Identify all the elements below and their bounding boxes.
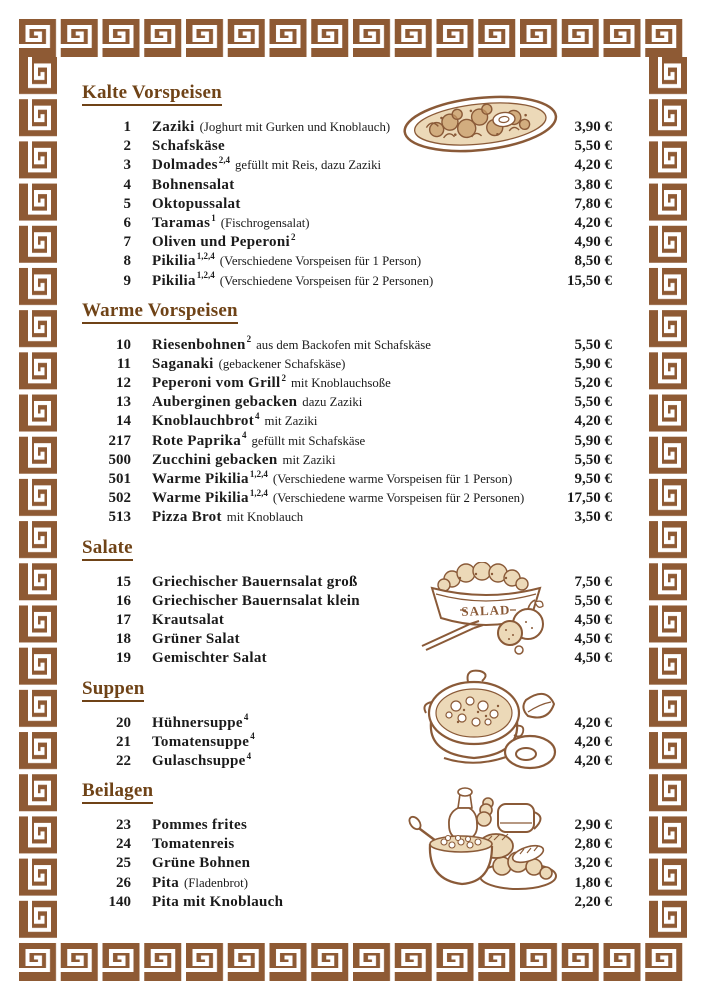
item-price: 7,50 € xyxy=(574,573,612,590)
item-footnote-marker: 1 xyxy=(211,212,216,223)
item-name: Griechischer Bauernsalat klein xyxy=(152,592,360,609)
item-name: Pommes frites xyxy=(152,817,248,834)
item-description: mit Knoblauchsoße xyxy=(290,376,391,391)
item-name: Pita (Fladenbrot) xyxy=(152,874,248,891)
item-price: 4,50 € xyxy=(574,631,612,648)
menu-item-row xyxy=(82,354,612,373)
item-price: 3,80 € xyxy=(574,176,612,193)
item-name: Dolmades$^{2,4}$ gefüllt mit Reis, dazu Zaziki xyxy=(152,155,382,174)
item-price: 17,50 € xyxy=(567,490,612,507)
item-price: 5,50 € xyxy=(574,592,612,609)
item-price: 5,20 € xyxy=(574,375,612,392)
item-footnote-marker: 1,2,4 xyxy=(196,270,215,281)
item-price: 4,50 € xyxy=(574,611,612,628)
menu-item-row xyxy=(82,335,612,354)
menu-item-row xyxy=(82,194,612,213)
menu-item-row xyxy=(82,507,612,526)
menu-item-row xyxy=(82,488,612,507)
item-description: (Verschiedene warme Vorspeisen für 2 Personen) xyxy=(272,491,525,506)
item-description: gefüllt mit Schafskäse xyxy=(251,433,366,448)
section-heading: Warme Vorspeisen xyxy=(82,300,238,324)
item-number: 13 xyxy=(116,394,131,411)
item-number: 501 xyxy=(108,471,131,487)
menu-item-row xyxy=(82,232,612,251)
item-description: (gebackener Schafskäse) xyxy=(218,356,346,371)
item-description: gefüllt mit Reis, dazu Zaziki xyxy=(234,158,382,173)
item-description: aus dem Backofen mit Schafskäse xyxy=(256,337,431,352)
item-price: 4,20 € xyxy=(574,214,612,231)
appetizer-platter-illustration xyxy=(396,84,564,158)
item-price: 8,50 € xyxy=(574,253,612,270)
item-number: 16 xyxy=(116,592,131,609)
menu-item-row xyxy=(82,469,612,488)
item-footnote-marker: 1,2,4 xyxy=(196,250,215,261)
item-price: 4,20 € xyxy=(574,413,612,430)
item-description: mit Knoblauch xyxy=(226,510,304,525)
item-number: 7 xyxy=(123,234,131,251)
section-heading: Kalte Vorspeisen xyxy=(82,82,222,106)
item-footnote-marker: 2 xyxy=(281,372,286,383)
item-footnote-marker: 4 xyxy=(243,712,249,723)
item-description: (Fladenbrot) xyxy=(184,875,248,890)
item-price: 2,20 € xyxy=(574,893,612,910)
item-price: 4,20 € xyxy=(574,733,612,750)
item-name: Schafskäse xyxy=(152,138,226,155)
item-name: Warme Pikilia$^{1,2,4}$ (Verschiedene warme Vorspeisen für 1 Person) xyxy=(152,468,513,487)
item-number: 11 xyxy=(116,355,131,372)
item-name: Pita mit Knoblauch xyxy=(152,893,284,910)
item-number: 24 xyxy=(116,836,131,853)
item-description: (Fischrogensalat) xyxy=(220,215,310,230)
menu-item-row xyxy=(82,450,612,469)
item-footnote-marker: 2 xyxy=(246,334,252,345)
item-number: 500 xyxy=(108,451,131,468)
item-description: (Verschiedene Vorspeisen für 1 Person) xyxy=(219,254,422,269)
item-number: 26 xyxy=(116,874,131,891)
item-number: 217 xyxy=(108,432,131,449)
item-name: Grüne Bohnen xyxy=(152,855,251,872)
item-price: 7,80 € xyxy=(574,195,612,212)
item-price: 15,50 € xyxy=(567,272,612,289)
menu-item-row xyxy=(82,271,612,290)
item-footnote-marker: 1,2,4 xyxy=(249,468,268,479)
item-description: mit Zaziki xyxy=(282,452,336,467)
item-number: 502 xyxy=(108,490,131,507)
item-number: 140 xyxy=(108,893,131,910)
item-name: Zaziki (Joghurt mit Gurken und Knoblauch) xyxy=(152,119,391,135)
menu-item-row xyxy=(82,213,612,232)
item-number: 4 xyxy=(123,176,131,193)
item-name: Pikilia$^{1,2,4}$ (Verschiedene Vorspeisen für 1 Person) xyxy=(152,250,422,270)
item-footnote-marker: 4 xyxy=(255,411,260,422)
item-number: 23 xyxy=(116,817,131,834)
menu-item-row xyxy=(82,392,612,411)
item-number: 15 xyxy=(116,573,131,590)
item-footnote-marker: 4 xyxy=(242,430,247,441)
item-price: 3,90 € xyxy=(574,119,612,135)
item-number: 14 xyxy=(116,413,131,430)
item-footnote-marker: 2 xyxy=(290,231,296,242)
item-name: Krautsalat xyxy=(152,611,225,628)
item-price: 4,50 € xyxy=(574,650,612,667)
item-name: Warme Pikilia$^{1,2,4}$ (Verschiedene warme Vorspeisen für 2 Personen) xyxy=(152,487,525,507)
item-price: 5,50 € xyxy=(574,451,612,468)
item-price: 9,50 € xyxy=(574,471,612,487)
item-number: 1 xyxy=(123,119,131,135)
item-name: Gemischter Salat xyxy=(152,650,267,667)
menu-item-row xyxy=(82,251,612,270)
item-name: Tomatenreis xyxy=(152,836,235,853)
item-number: 19 xyxy=(116,650,131,667)
item-footnote-marker: 4 xyxy=(246,750,252,761)
section-heading: Suppen xyxy=(82,678,144,702)
item-number: 513 xyxy=(108,509,131,526)
salad-bowl-label: SALAD xyxy=(461,602,511,619)
item-name: Rote Paprika$^4$ gefüllt mit Schafskäse xyxy=(152,430,366,449)
item-name: Oktopussalat xyxy=(152,195,241,212)
item-number: 12 xyxy=(116,375,131,392)
item-name: Zucchini gebacken mit Zaziki xyxy=(152,451,336,468)
item-price: 1,80 € xyxy=(574,874,612,891)
item-price: 4,90 € xyxy=(574,234,612,251)
bread-sides-illustration xyxy=(406,782,561,900)
item-footnote-marker: 1,2,4 xyxy=(249,487,268,498)
item-description: (Verschiedene Vorspeisen für 2 Personen) xyxy=(219,273,434,288)
item-name: Griechischer Bauernsalat groß xyxy=(152,573,358,590)
item-name: Knoblauchbrot$^4$ mit Zaziki xyxy=(152,411,318,430)
item-name: Grüner Salat xyxy=(152,631,240,648)
item-price: 4,20 € xyxy=(574,157,612,174)
item-price: 4,20 € xyxy=(574,714,612,731)
item-number: 2 xyxy=(123,138,131,155)
item-description: mit Zaziki xyxy=(264,414,318,429)
item-price: 5,90 € xyxy=(574,355,612,372)
item-name: Oliven und Peperoni$^2$ xyxy=(152,231,296,251)
salad-bowl-illustration xyxy=(416,562,556,656)
item-number: 8 xyxy=(123,253,131,270)
item-price: 5,50 € xyxy=(574,138,612,155)
item-name: Peperoni vom Grill$^2$ mit Knoblauchsoße xyxy=(152,372,391,392)
item-price: 5,90 € xyxy=(574,432,612,449)
section-heading: Beilagen xyxy=(82,780,153,804)
item-name: Gulaschsuppe$^4$ xyxy=(152,750,252,769)
item-number: 9 xyxy=(123,272,131,289)
item-price: 3,20 € xyxy=(574,855,612,872)
item-description: dazu Zaziki xyxy=(302,395,363,410)
item-name: Auberginen gebacken dazu Zaziki xyxy=(152,394,363,411)
item-name: Tomatensuppe$^4$ xyxy=(152,731,255,750)
menu-item-row xyxy=(82,373,612,392)
item-name: Saganaki (gebackener Schafskäse) xyxy=(152,355,346,372)
item-number: 6 xyxy=(123,214,131,231)
soup-pot-illustration xyxy=(414,666,559,772)
item-footnote-marker: 2,4 xyxy=(218,155,230,166)
item-number: 3 xyxy=(123,157,131,174)
item-price: 5,50 € xyxy=(574,336,612,353)
item-number: 22 xyxy=(116,752,131,769)
menu-item-row xyxy=(82,431,612,450)
item-name: Pizza Brot mit Knoblauch xyxy=(152,509,304,526)
item-name: Riesenbohnen$^2$ aus dem Backofen mit Schafskäse xyxy=(152,334,431,353)
item-number: 25 xyxy=(116,855,131,872)
menu-item-row xyxy=(82,411,612,430)
section-heading: Salate xyxy=(82,537,133,561)
item-price: 2,90 € xyxy=(574,817,612,834)
item-price: 2,80 € xyxy=(574,836,612,853)
item-name: Taramas$^1$ (Fischrogensalat) xyxy=(152,212,310,231)
item-price: 4,20 € xyxy=(574,752,612,769)
item-name: Pikilia$^{1,2,4}$ (Verschiedene Vorspeisen für 2 Personen) xyxy=(152,270,434,289)
item-description: (Verschiedene warme Vorspeisen für 1 Person) xyxy=(272,472,513,486)
item-name: Bohnensalat xyxy=(152,176,235,193)
item-footnote-marker: 4 xyxy=(250,731,255,742)
item-number: 10 xyxy=(116,336,131,353)
item-number: 5 xyxy=(123,195,131,212)
item-price: 5,50 € xyxy=(574,394,612,411)
item-number: 18 xyxy=(116,631,131,648)
item-number: 20 xyxy=(116,714,131,731)
item-price: 3,50 € xyxy=(574,509,612,526)
menu-item-row xyxy=(82,155,612,174)
menu-item-row xyxy=(82,175,612,194)
item-name: Hühnersuppe$^4$ xyxy=(152,712,249,731)
item-number: 21 xyxy=(116,733,131,750)
item-number: 17 xyxy=(116,611,131,628)
menu-section xyxy=(82,300,612,527)
item-description: (Joghurt mit Gurken und Knoblauch) xyxy=(199,120,391,134)
